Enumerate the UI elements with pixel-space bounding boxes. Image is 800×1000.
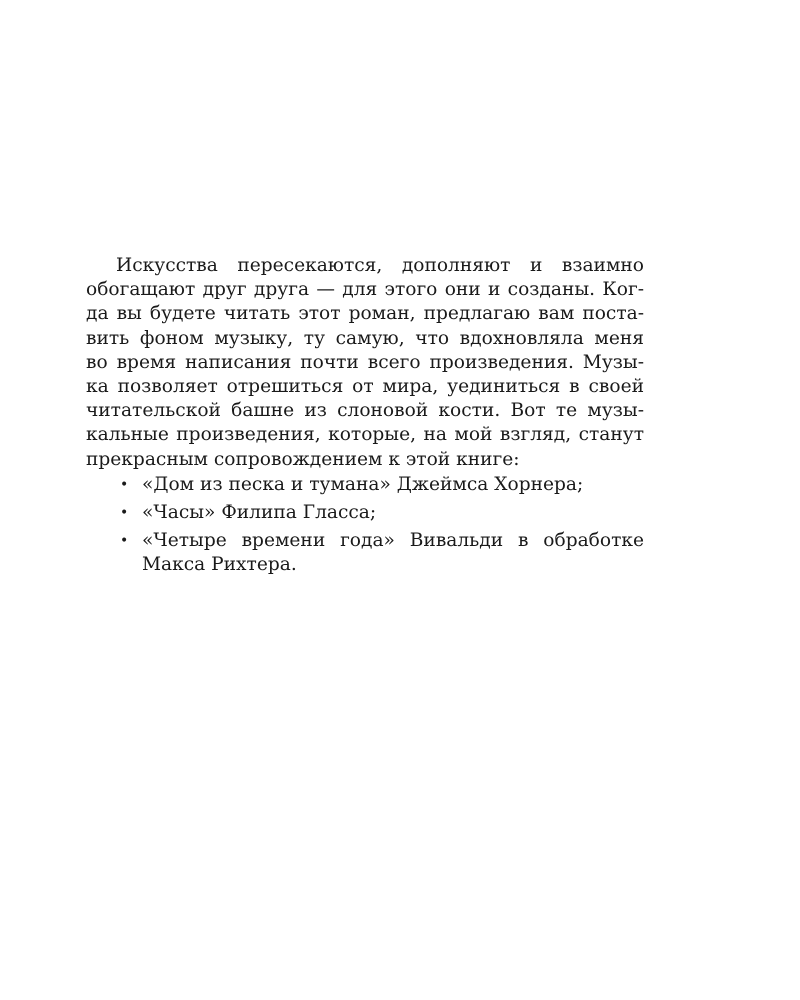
paragraph-line: во время написания почти всего произведения. Музы- xyxy=(86,351,644,373)
intro-paragraph xyxy=(86,254,644,472)
list-item-text: «Дом из песка и тумана» Джеймса Хорнера; xyxy=(142,473,584,495)
paragraph-line: обогащают друг друга — для этого они и созданы. Ког- xyxy=(86,279,644,301)
bullet-icon: • xyxy=(120,533,129,550)
bullet-icon: • xyxy=(120,504,129,521)
music-list xyxy=(86,473,644,578)
paragraph-line: вить фоном музыку, ту самую, что вдохновляла меня xyxy=(86,327,644,349)
bullet-icon: • xyxy=(120,476,129,493)
list-item-text: «Часы» Филипа Гласса; xyxy=(142,501,377,523)
paragraph-line: кальные произведения, которые, на мой взгляд, станут xyxy=(86,424,644,446)
list-item xyxy=(86,501,644,525)
list-item xyxy=(86,473,644,497)
paragraph-line: читательской башне из слоновой кости. Вот те музы- xyxy=(86,400,644,422)
list-item-text: «Четыре времени года» Вивальди в обработке xyxy=(142,530,644,552)
paragraph-line: да вы будете читать этот роман, предлагаю вам поста- xyxy=(86,303,644,325)
list-item xyxy=(86,529,644,577)
paragraph-line: прекрасным сопровождением к этой книге: xyxy=(86,448,520,470)
paragraph-line: Искусства пересекаются, дополняют и взаимно xyxy=(116,255,644,276)
paragraph-line: ка позволяет отрешиться от мира, уединиться в своей xyxy=(86,375,644,397)
list-item-text: Макса Рихтера. xyxy=(142,554,297,576)
text-block xyxy=(86,254,644,581)
